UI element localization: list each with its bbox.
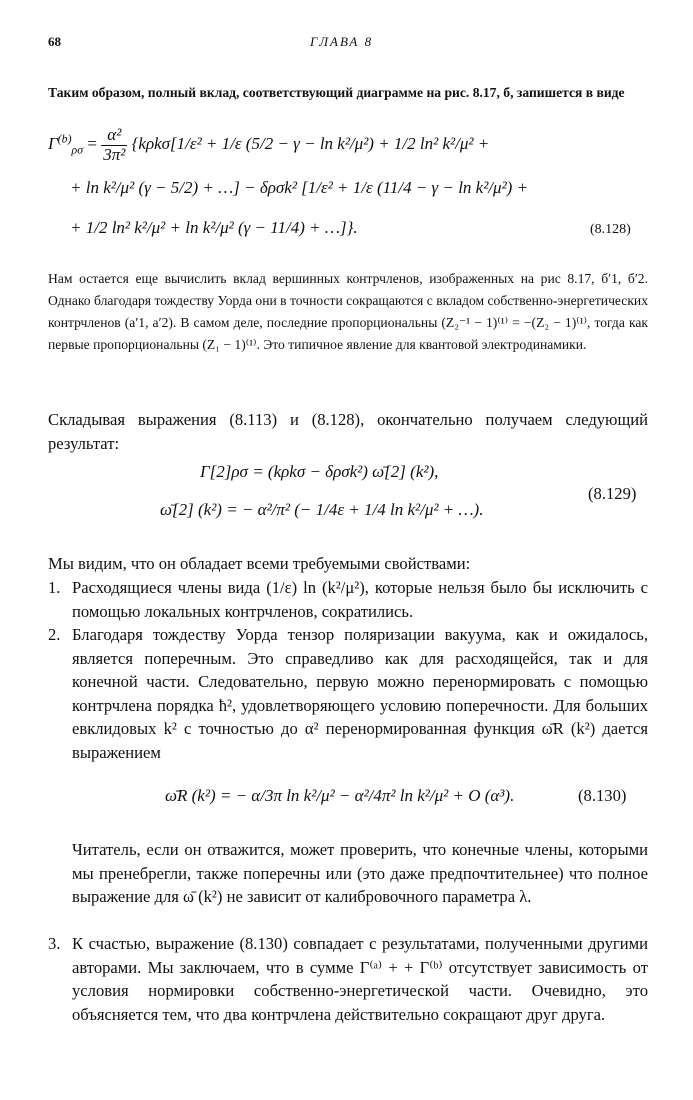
eq129-number: (8.129) — [588, 484, 637, 503]
list-text: К счастью, выражение (8.130) совпадает с результатами, полученными другими авторами. Мы заключаем, что в сумме Γ⁽ᵃ⁾ + + Γ⁽ᵇ⁾ отсутствует зависимость от условия нормировки собственно-энергетической части. Очевидно, это объясняется тем, что два контрчлена действительно сокращают друг друга. — [72, 934, 648, 1024]
list-number: 1. — [48, 578, 61, 597]
paragraph-sum: Складывая выражения (8.113) и (8.128), окончательно получаем следующий результат: — [48, 410, 648, 453]
eq128-line-2: + ln k²/μ² (γ − 5/2) + …] − δρσk² [1/ε² + 1/ε (11/4 − γ − ln k²/μ²) + — [70, 178, 529, 197]
paragraph-reader: Читатель, если он отважится, может проверить, что конечные члены, которыми мы пренебрегли, также поперечны или (это даже предпочтительнее) что полное выражение для ω̄ (k²) не зависит от калибровочного параметра λ. — [72, 840, 648, 907]
page-number: 68 — [48, 34, 61, 49]
list-text: Расходящиеся члены вида (1/ε) ln (k²/μ²), которые нельзя было бы исключить с помощью локальных контрчленов, сократились. — [72, 578, 648, 621]
list-number: 3. — [48, 934, 61, 953]
running-header — [0, 34, 693, 54]
chapter-title: ГЛАВА 8 — [310, 34, 374, 49]
list-text: Благодаря тождеству Уорда тензор поляризации вакуума, как и ожидалось, является поперечным. Это справедливо как для расходящейся, так и для конечной части. Следовательно, первую можно перенормировать с помощью контрчлена порядка ħ², удовлетворяющего условию поперечности. Для больших евклидовых k² с точностью до α² перенормированная функция ω̄R (k²) дается выражением — [72, 625, 648, 762]
eq129-line-2: ω̄[2] (k²) = − α²/π² (− 1/4ε + 1/4 ln k²/μ² + …). — [160, 500, 484, 519]
eq128-number: (8.128) — [590, 222, 631, 237]
paragraph-counterterms: Нам остается еще вычислить вклад вершинных контрчленов, изображенных на рис 8.17, б′1, б′2. Однако благодаря тождеству Уорда они в точности сокращаются с вкладом собственно-энергетических контрчленов (а′1, а′2). В самом деле, последние пропорциональны (Z₂⁻¹ − 1)⁽¹⁾ = −(Z₂ − 1)⁽¹⁾, тогда как первые пропорциональны (Z₁ − 1)⁽¹⁾. Это типичное явление для квантовой электродинамики. — [48, 271, 648, 352]
eq129-line-1: Γ[2]ρσ = (kρkσ − δρσk²) ω̄[2] (k²), — [200, 462, 439, 481]
eq130-number: (8.130) — [578, 786, 627, 805]
eq130-line: ω̄R (k²) = − α/3π ln k²/μ² − α²/4π² ln k²/μ² + O (α³). — [165, 786, 515, 805]
eq128-line-3: + 1/2 ln² k²/μ² + ln k²/μ² (γ − 11/4) + …]}. — [70, 218, 358, 237]
paragraph-properties: Мы видим, что он обладает всеми требуемыми свойствами: — [48, 554, 471, 573]
list-number: 2. — [48, 625, 61, 644]
paragraph-intro: Таким образом, полный вклад, соответствующий диаграмме на рис. 8.17, б, запишется в виде — [48, 85, 625, 100]
eq128-line-1: $\Gamma^{(b)}_{\rho\sigma}$ = $\frac{\text{α²}}{\text{3π²}}$ {kρkσ[1/ε² + 1/ε (5/2 − γ − ln k²/μ²) + 1/2 ln² k²/μ² + — [48, 125, 490, 164]
